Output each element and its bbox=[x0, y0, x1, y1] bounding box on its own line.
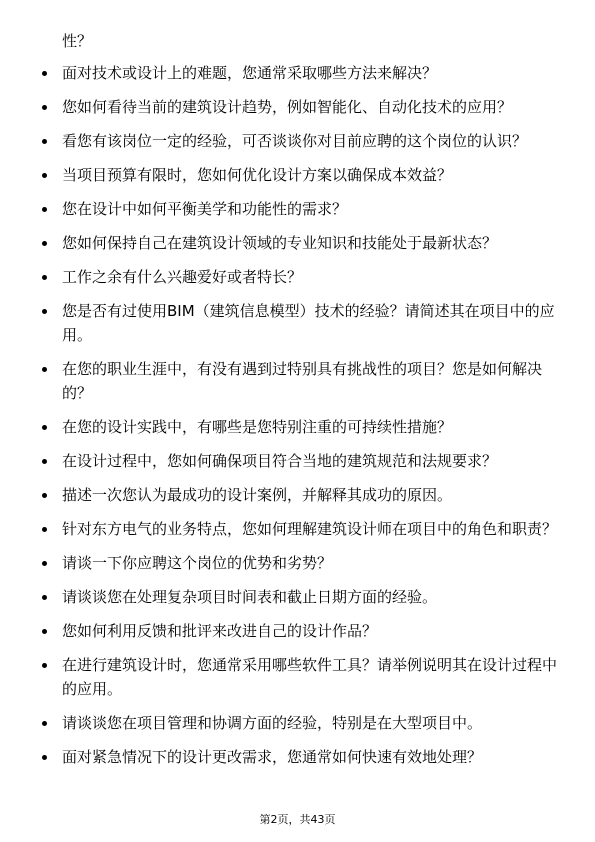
question-text: 您如何看待当前的建筑设计趋势，例如智能化、自动化技术的应用？ bbox=[62, 98, 513, 116]
list-item bbox=[0, 415, 595, 439]
bullet-icon bbox=[42, 71, 47, 76]
list-item bbox=[0, 551, 595, 575]
bullet-icon bbox=[42, 459, 47, 464]
question-text: 您是否有过使用BIM（建筑信息模型）技术的经验？请简述其在项目中的应用。 bbox=[62, 302, 555, 344]
list-item bbox=[0, 711, 595, 735]
bullet-icon bbox=[42, 173, 47, 178]
bullet-icon bbox=[42, 561, 47, 566]
list-item bbox=[0, 129, 595, 153]
question-text: 工作之余有什么兴趣爱好或者特长？ bbox=[62, 268, 303, 286]
list-item bbox=[0, 357, 595, 405]
bullet-icon bbox=[42, 105, 47, 110]
bullet-icon bbox=[42, 527, 47, 532]
list-item bbox=[0, 585, 595, 609]
question-text: 当项目预算有限时，您如何优化设计方案以确保成本效益？ bbox=[62, 166, 453, 184]
continuation-text: 性？ bbox=[62, 32, 93, 50]
bullet-icon bbox=[42, 629, 47, 634]
question-text: 请谈谈您在处理复杂项目时间表和截止日期方面的经验。 bbox=[62, 588, 438, 606]
bullet-icon bbox=[42, 275, 47, 280]
bullet-icon bbox=[42, 425, 47, 430]
list-item bbox=[0, 163, 595, 187]
list-item bbox=[0, 231, 595, 255]
bullet-icon bbox=[42, 663, 47, 668]
question-text: 在您的职业生涯中，有没有遇到过特别具有挑战性的项目？您是如何解决的？ bbox=[62, 360, 543, 402]
list-item bbox=[0, 745, 595, 769]
question-list bbox=[0, 61, 595, 779]
list-item bbox=[0, 653, 595, 701]
list-item bbox=[0, 197, 595, 221]
list-item bbox=[0, 619, 595, 643]
list-item bbox=[0, 61, 595, 85]
bullet-icon bbox=[42, 493, 47, 498]
question-text: 您在设计中如何平衡美学和功能性的需求？ bbox=[62, 200, 348, 218]
question-text: 在设计过程中，您如何确保项目符合当地的建筑规范和法规要求？ bbox=[62, 452, 498, 470]
list-item bbox=[0, 449, 595, 473]
bullet-icon bbox=[42, 139, 47, 144]
bullet-icon bbox=[42, 755, 47, 760]
question-text: 请谈谈您在项目管理和协调方面的经验，特别是在大型项目中。 bbox=[62, 714, 483, 732]
bullet-icon bbox=[42, 721, 47, 726]
question-text: 请谈一下你应聘这个岗位的优势和劣势？ bbox=[62, 554, 333, 572]
question-text: 针对东方电气的业务特点，您如何理解建筑设计师在项目中的角色和职责？ bbox=[62, 520, 558, 538]
bullet-icon bbox=[42, 367, 47, 372]
question-text: 描述一次您认为最成功的设计案例，并解释其成功的原因。 bbox=[62, 486, 453, 504]
bullet-icon bbox=[42, 241, 47, 246]
question-text: 在进行建筑设计时，您通常采用哪些软件工具？请举例说明其在设计过程中的应用。 bbox=[62, 656, 558, 698]
bullet-icon bbox=[42, 207, 47, 212]
bullet-icon bbox=[42, 595, 47, 600]
question-text: 看您有该岗位一定的经验，可否谈谈你对目前应聘的这个岗位的认识？ bbox=[62, 132, 528, 150]
question-text: 您如何保持自己在建筑设计领域的专业知识和技能处于最新状态？ bbox=[62, 234, 498, 252]
list-item bbox=[0, 95, 595, 119]
page-footer: 第2页，共43页 bbox=[259, 813, 336, 826]
list-item bbox=[0, 483, 595, 507]
list-item bbox=[0, 299, 595, 347]
question-text: 在您的设计实践中，有哪些是您特别注重的可持续性措施？ bbox=[62, 418, 453, 436]
bullet-icon bbox=[42, 309, 47, 314]
question-text: 面对紧急情况下的设计更改需求，您通常如何快速有效地处理？ bbox=[62, 748, 483, 766]
list-item bbox=[0, 517, 595, 541]
question-text: 您如何利用反馈和批评来改进自己的设计作品？ bbox=[62, 622, 378, 640]
question-text: 面对技术或设计上的难题，您通常采取哪些方法来解决？ bbox=[62, 64, 438, 82]
list-item bbox=[0, 265, 595, 289]
